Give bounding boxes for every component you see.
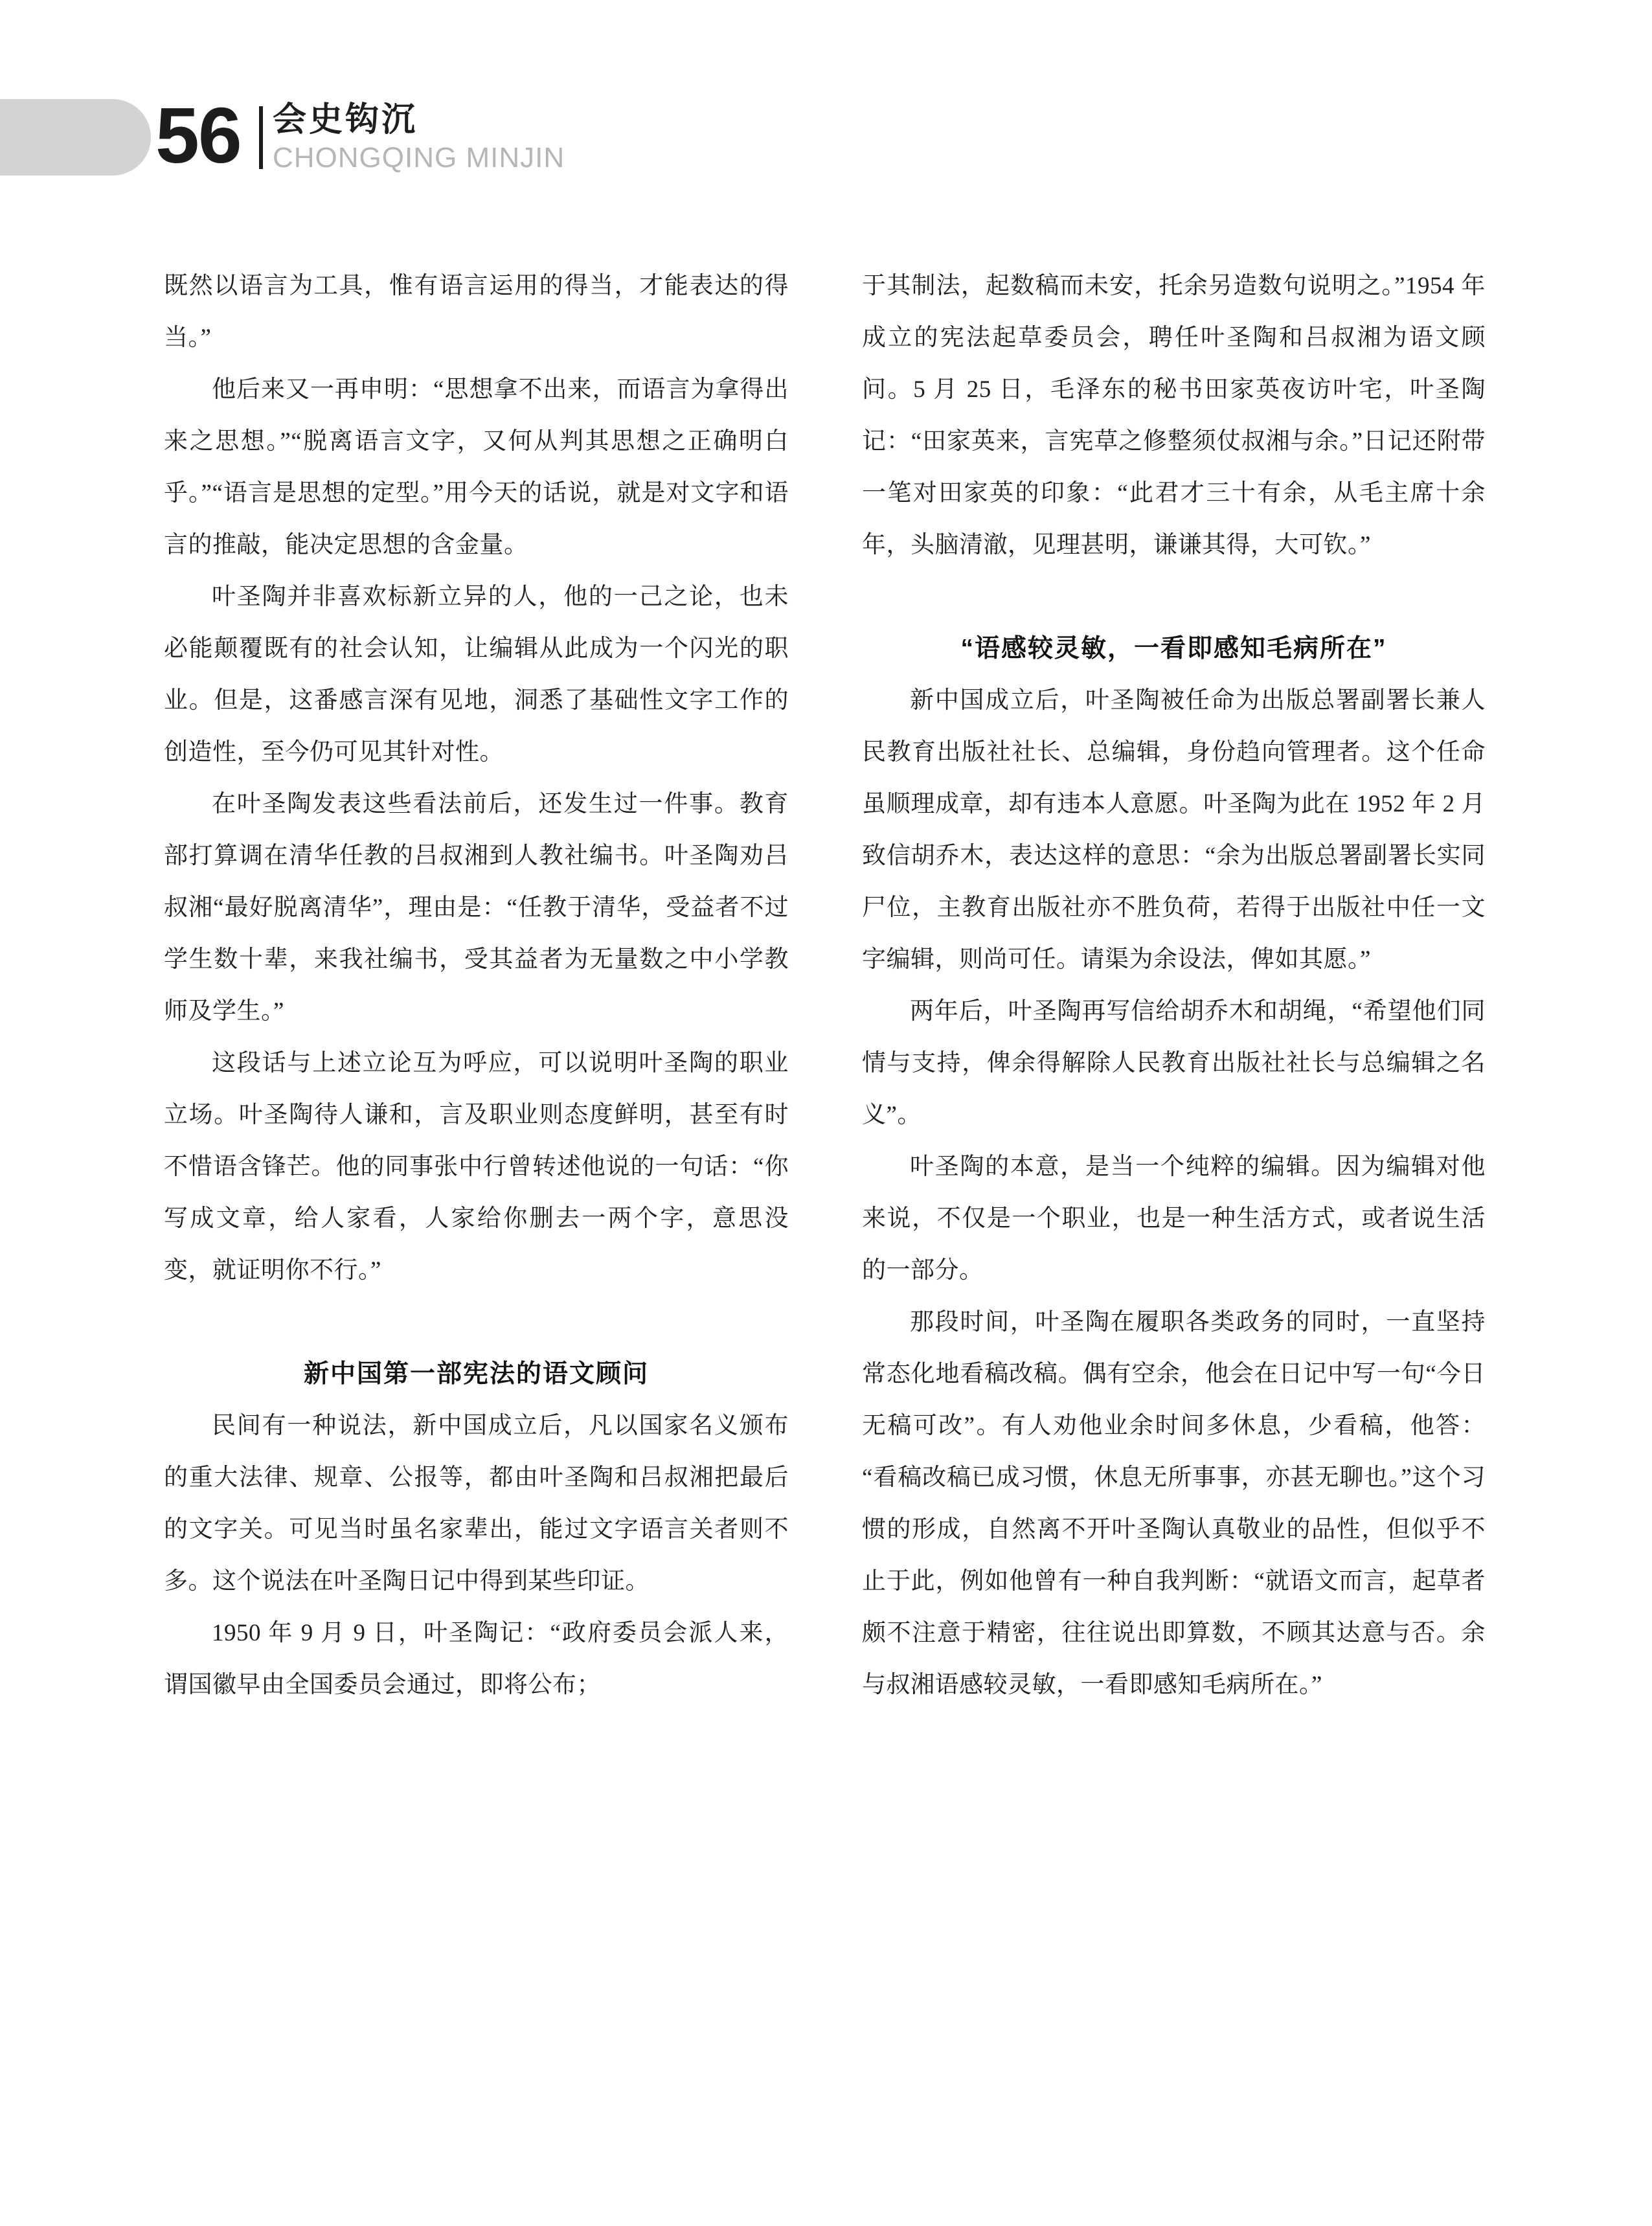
magazine-name: CHONGQING MINJIN — [273, 142, 565, 174]
paragraph: 于其制法，起数稿而未安，托余另造数句说明之。”1954 年成立的宪法起草委员会，聘任叶圣陶和吕叔湘为语文顾问。5 月 25 日，毛泽东的秘书田家英夜访叶宅，叶圣陶记：“田家英来，言宪草之修整须仗叔湘与余。”日记还附带一笔对田家英的印象：“此君才三十有余，从毛主席十余年，头脑清澈，见理甚明，谦谦其得，大可钦。” — [862, 273, 1486, 558]
paragraph: 叶圣陶的本意，是当一个纯粹的编辑。因为编辑对他来说，不仅是一个职业，也是一种生活方式，或者说生活的一部分。 — [862, 1153, 1486, 1284]
paragraph: 既然以语言为工具，惟有语言运用的得当，才能表达的得当。” — [164, 273, 789, 351]
left-column — [164, 260, 789, 1711]
page-number: 56 — [155, 91, 241, 179]
paragraph: 叶圣陶并非喜欢标新立异的人，他的一己之论，也未必能颠覆既有的社会认知，让编辑从此成为一个闪光的职业。但是，这番感言深有见地，洞悉了基础性文字工作的创造性，至今仍可见其针对性。 — [164, 584, 789, 766]
header-tab-decoration — [0, 99, 151, 176]
paragraph: 那段时间，叶圣陶在履职各类政务的同时，一直坚持常态化地看稿改稿。偶有空余，他会在日记中写一句“今日无稿可改”。有人劝他业余时间多休息，少看稿，他答：“看稿改稿已成习惯，休息无所事事，亦甚无聊也。”这个习惯的形成，自然离不开叶圣陶认真敬业的品性，但似乎不止于此，例如他曾有一种自我判断：“就语文而言，起草者颇不注意于精密，往往说出即算数，不顾其达意与否。余与叔湘语感较灵敏，一看即感知毛病所在。” — [862, 1309, 1486, 1698]
paragraph: 民间有一种说法，新中国成立后，凡以国家名义颁布的重大法律、规章、公报等，都由叶圣陶和吕叔湘把最后的文字关。可见当时虽名家辈出，能过文字语言关者则不多。这个说法在叶圣陶日记中得到某些印证。 — [164, 1413, 789, 1595]
paragraph: 两年后，叶圣陶再写信给胡乔木和胡绳，“希望他们同情与支持，俾余得解除人民教育出版社社长与总编辑之名义”。 — [862, 998, 1486, 1128]
paragraph: 新中国成立后，叶圣陶被任命为出版总署副署长兼人民教育出版社社长、总编辑，身份趋向管理者。这个任命虽顺理成章，却有违本人意愿。叶圣陶为此在 1952 年 2 月致信胡乔木，表达这样的意思：“余为出版总署副署长实同尸位，主教育出版社亦不胜负荷，若得于出版社中任一文字编辑，则尚可任。请渠为余设法，俾如其愿。” — [862, 687, 1486, 973]
paragraph: 这段话与上述立论互为呼应，可以说明叶圣陶的职业立场。叶圣陶待人谦和，言及职业则态度鲜明，甚至有时不惜语含锋芒。他的同事张中行曾转述他说的一句话：“你写成文章，给人家看，人家给你删去一两个字，意思没变，就证明你不行。” — [164, 1050, 789, 1284]
subsection-heading: “语感较灵敏，一看即感知毛病所在” — [960, 635, 1387, 663]
paragraph: 1950 年 9 月 9 日，叶圣陶记：“政府委员会派人来，谓国徽早由全国委员会通过，即将公布； — [164, 1620, 789, 1698]
paragraph: 他后来又一再申明：“思想拿不出来，而语言为拿得出来之思想。”“脱离语言文字，又何从判其思想之正确明白乎。”“语言是思想的定型。”用今天的话说，就是对文字和语言的推敲，能决定思想的含金量。 — [164, 376, 789, 558]
section-title: 会史钩沉 — [273, 101, 418, 139]
paragraph: 在叶圣陶发表这些看法前后，还发生过一件事。教育部打算调在清华任教的吕叔湘到人教社编书。叶圣陶劝吕叔湘“最好脱离清华”，理由是：“任教于清华，受益者不过学生数十辈，来我社编书，受其益者为无量数之中小学教师及学生。” — [164, 791, 789, 1025]
header-divider — [259, 106, 263, 169]
right-column — [862, 260, 1486, 1711]
subsection-heading: 新中国第一部宪法的语文顾问 — [303, 1360, 649, 1388]
